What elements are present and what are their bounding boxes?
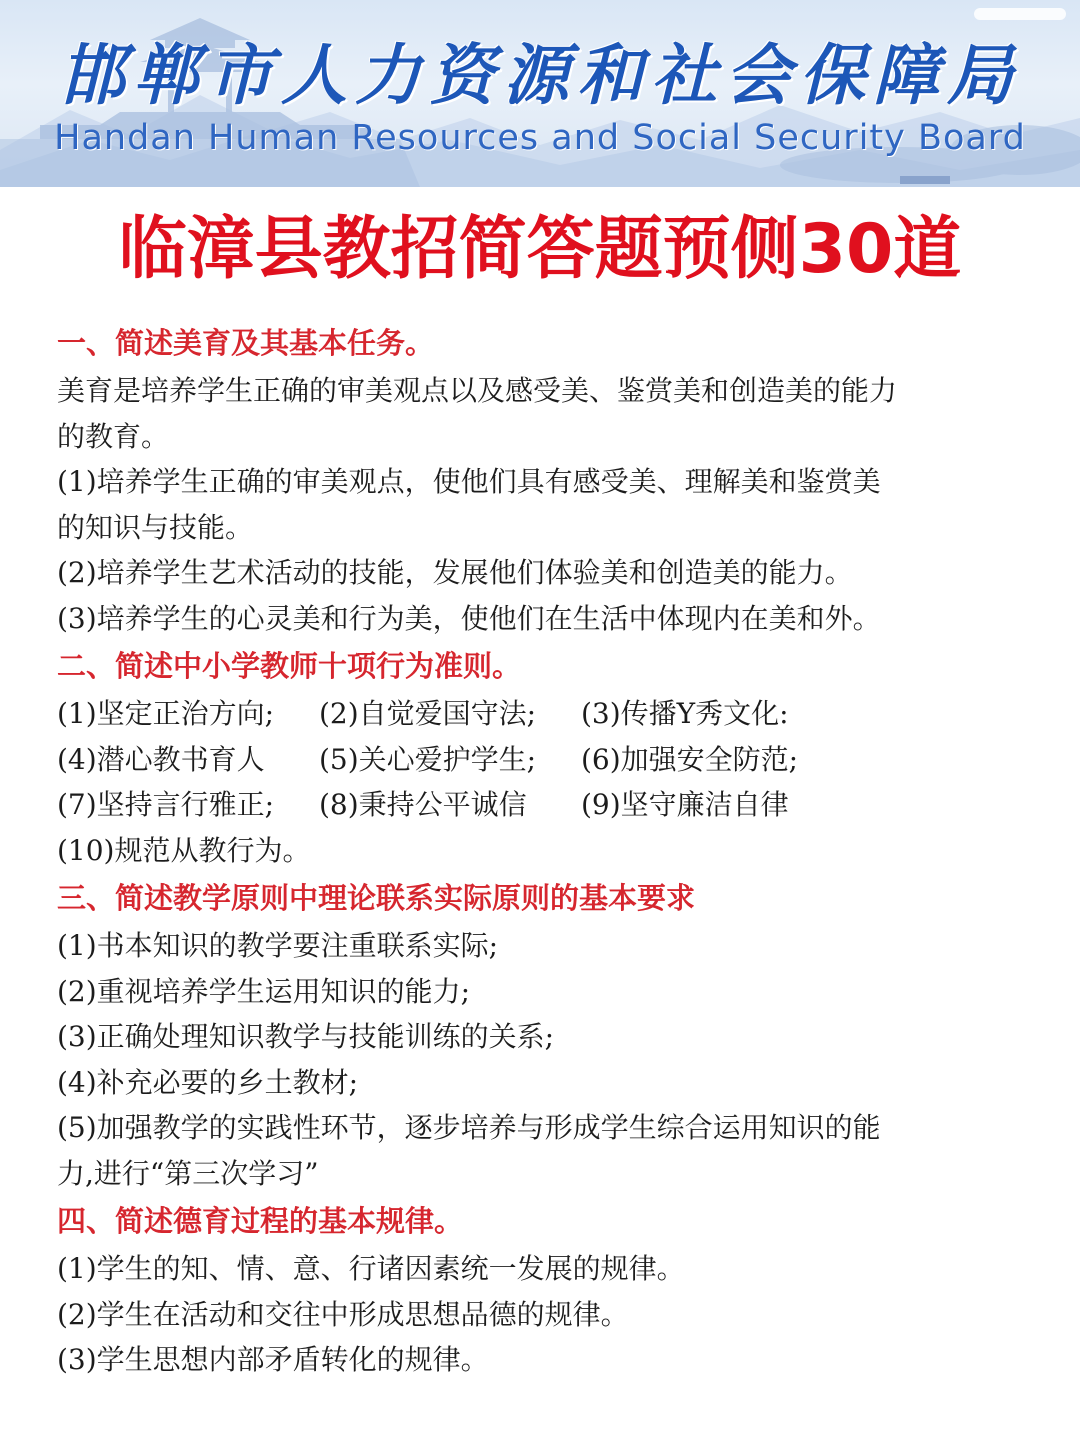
bureau-name: 邯郸市人力资源和社会保障局 [59,37,1021,114]
rule-item: (10)规范从教行为。 [57,833,311,867]
rule-item: (7)坚持言行雅正; [57,788,275,821]
rule-row [57,691,1037,737]
paragraph-line: (3)正确处理知识教学与技能训练的关系; [57,1020,555,1053]
page-title: 临漳县教招简答题预侧30道 [118,210,962,289]
rule-item: (6)加强安全防范; [581,742,799,776]
paragraph-line: (1)培养学生正确的审美观点，使他们具有感受美、理解美和鉴赏美 [57,465,881,498]
paragraph-line: (3)学生思想内部矛盾转化的规律。 [57,1343,489,1376]
paragraph-line: 美育是培养学生正确的审美观点以及感受美、鉴赏美和创造美的能力 [57,374,898,407]
paragraph-line: (3)培养学生的心灵美和行为美，使他们在生活中体现内在美和外。 [57,601,881,635]
paragraph-line: (2)培养学生艺术活动的技能，发展他们体验美和创造美的能力。 [57,556,853,589]
header-banner [0,0,1080,187]
rule-item: (4)潜心教书育人 [57,742,265,776]
paragraph-line: (2)学生在活动和交往中形成思想品德的规律。 [57,1297,629,1331]
rule-item: (5)关心爱护学生; [319,742,537,776]
paragraph-line: 的教育。 [57,419,170,453]
rule-item: (9)坚守廉洁自律 [581,788,789,821]
article-body [57,318,1037,1383]
paragraph-line: (5)加强教学的实践性环节，逐步培养与形成学生综合运用知识的能 [57,1111,881,1144]
rule-row [57,737,1037,783]
section-heading: 三、简述教学原则中理论联系实际原则的基本要求 [57,881,696,915]
rule-item: (2)自觉爱国守法; [319,697,537,730]
rule-row [57,782,1037,828]
section-heading: 四、简述德育过程的基本规律。 [57,1204,464,1238]
rule-item: (8)秉持公平诚信 [319,788,527,821]
paragraph-line: (1)学生的知、情、意、行诸因素统一发展的规律。 [57,1252,685,1285]
section-moral-education-laws [57,1196,1037,1383]
paragraph-line: 的知识与技能。 [57,510,254,544]
section-aesthetic-education [57,318,1037,641]
section-theory-practice-principle [57,873,1037,1196]
rule-item: (3)传播Y秀文化: [581,697,789,730]
paragraph-line: (1)书本知识的教学要注重联系实际; [57,929,499,962]
paragraph-line: 力,进行“第三次学习” [57,1156,319,1190]
rule-item: (1)坚定正治方向; [57,697,275,730]
paragraph-line: (4)补充必要的乡土教材; [57,1065,359,1099]
section-heading: 一、简述美育及其基本任务。 [57,326,435,360]
bureau-english-name: Handan Human Resources and Social Security Board [54,118,1026,158]
rule-row [57,828,1037,874]
top-indicator-pill [974,8,1066,20]
paragraph-line: (2)重视培养学生运用知识的能力; [57,974,471,1008]
section-heading: 二、简述中小学教师十项行为准则。 [57,649,522,683]
section-teacher-conduct-rules [57,641,1037,873]
